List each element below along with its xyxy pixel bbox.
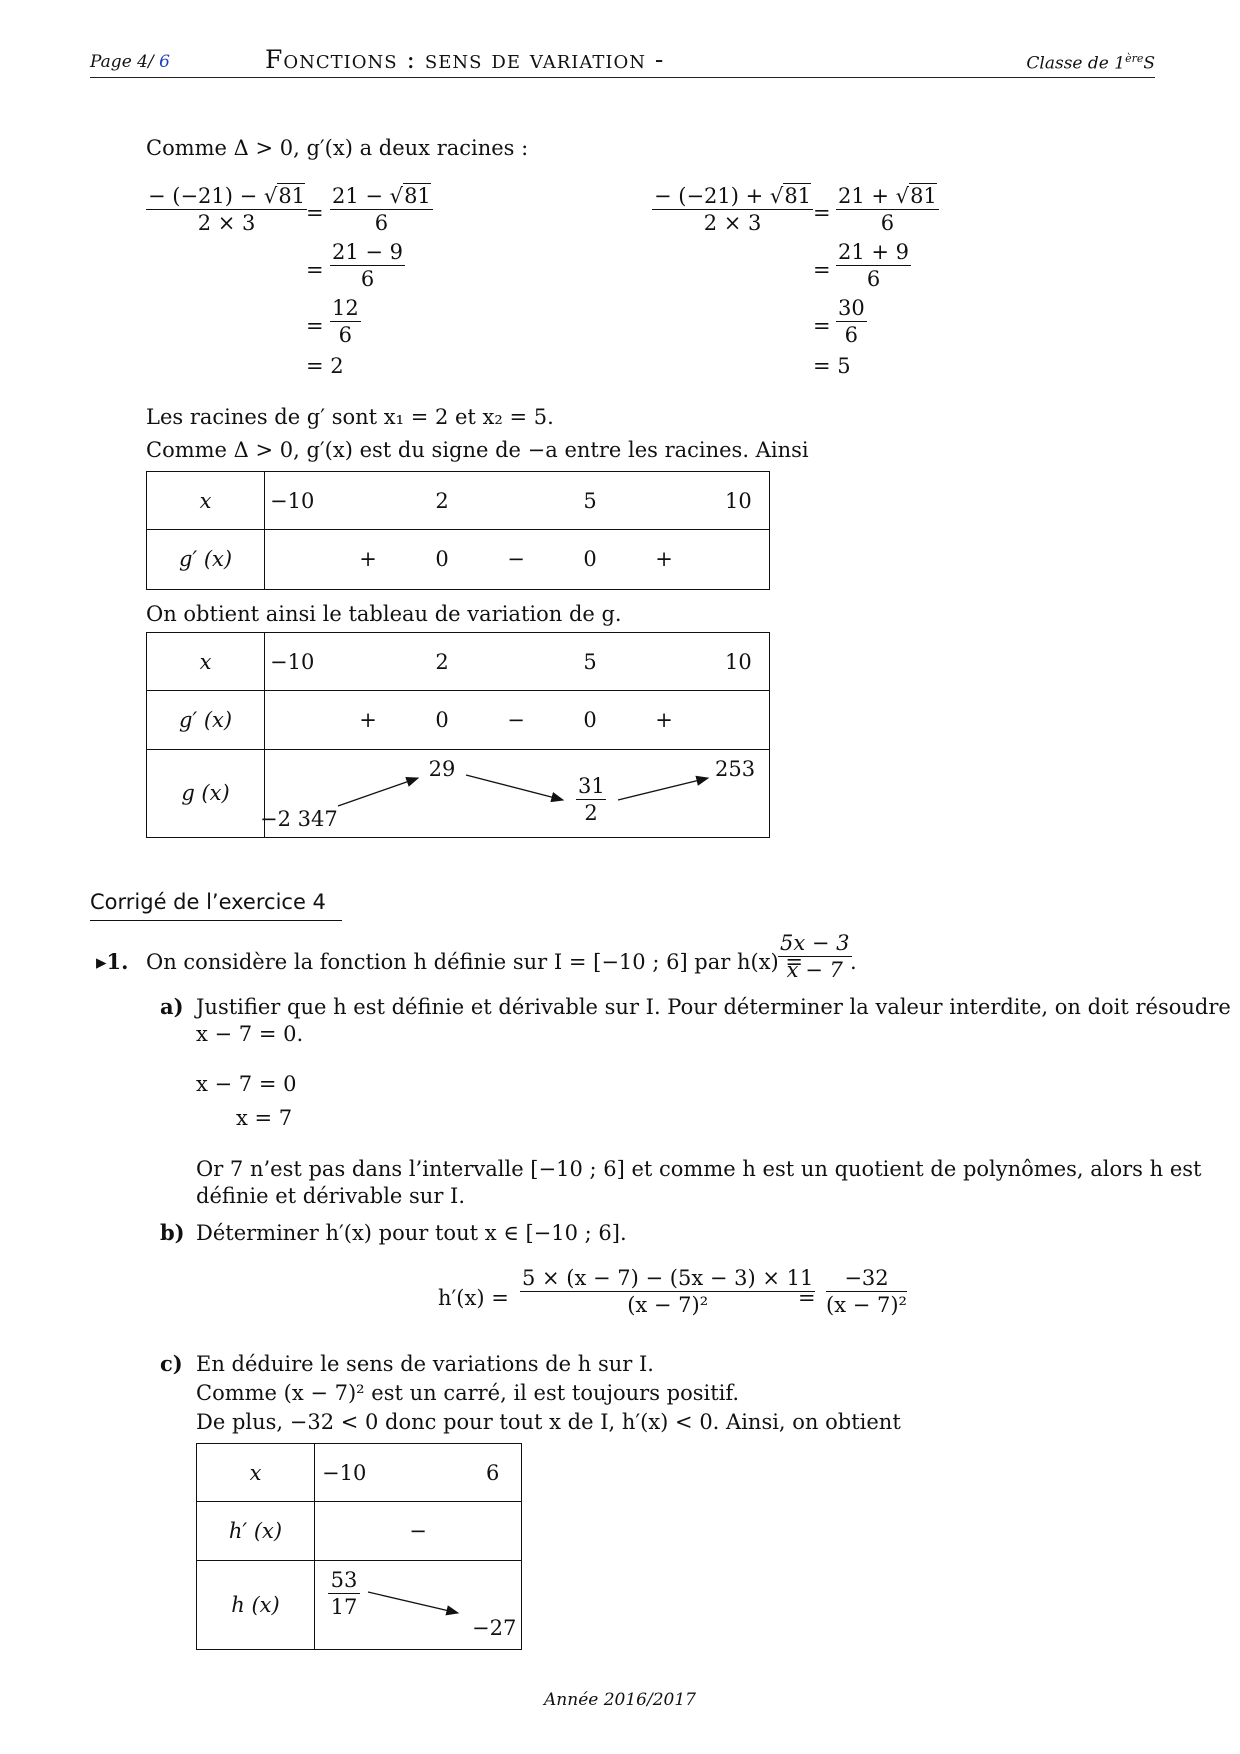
root2-step3: 30 6 bbox=[838, 296, 865, 347]
arrow-down bbox=[368, 1592, 458, 1613]
section-title: Corrigé de l’exercice 4 bbox=[90, 890, 326, 914]
root1-step2: 21 − 9 6 bbox=[332, 240, 404, 291]
exercise-statement: On considère la fonction h définie sur I = [−10 ; 6] par h(x) = bbox=[146, 950, 804, 974]
equals-sign: = bbox=[813, 258, 831, 282]
x-header: x bbox=[199, 650, 212, 674]
sign-cell: 0 bbox=[435, 547, 449, 571]
sign-rule-text: Comme Δ > 0, g′(x) est du signe de −a entre les racines. Ainsi bbox=[146, 438, 809, 462]
part-c-text: Comme (x − 7)² est un carré, il est toujours positif. bbox=[196, 1381, 740, 1405]
x-value: 10 bbox=[725, 650, 752, 674]
x-value: 5 bbox=[583, 489, 597, 513]
roots-intro: Comme Δ > 0, g′(x) a deux racines : bbox=[146, 136, 529, 160]
part-a-equation: x = 7 bbox=[236, 1106, 293, 1130]
root2-result: = 5 bbox=[813, 354, 851, 378]
equals-sign: = bbox=[798, 1286, 816, 1310]
x-value: −10 bbox=[322, 1461, 367, 1485]
part-a-text: Justifier que h est définie et dérivable sur I. Pour déterminer la valeur interdite, on doit résoudre bbox=[196, 995, 1231, 1019]
x-value: −10 bbox=[270, 650, 315, 674]
var-table-intro: On obtient ainsi le tableau de variation de g. bbox=[146, 602, 622, 626]
root2-fraction: − (−21) + √81 2 × 3 bbox=[654, 184, 812, 235]
page-number: Page 4/ 6 bbox=[90, 52, 170, 72]
x-value: 5 bbox=[583, 650, 597, 674]
g-header: g (x) bbox=[181, 781, 230, 805]
part-a-conclusion: définie et dérivable sur I. bbox=[196, 1184, 466, 1208]
footer-year: Année 2016/2017 bbox=[544, 1690, 696, 1710]
sign-cell: − bbox=[507, 708, 525, 732]
equals-sign: = bbox=[306, 258, 324, 282]
h-header: h (x) bbox=[231, 1593, 280, 1617]
g-value-2: 29 bbox=[428, 757, 456, 781]
sign-cell: 0 bbox=[583, 547, 597, 571]
equals-sign: = bbox=[306, 314, 324, 338]
part-c-label: c) bbox=[160, 1351, 183, 1376]
gprime-header: g′ (x) bbox=[178, 708, 233, 732]
x-header: x bbox=[199, 489, 212, 513]
h-start-value: 53 17 bbox=[328, 1567, 360, 1620]
part-b-label: b) bbox=[160, 1220, 185, 1245]
root1-step3: 12 6 bbox=[332, 296, 359, 347]
sign-cell: + bbox=[359, 547, 377, 571]
root1-result: = 2 bbox=[306, 354, 344, 378]
equals-sign: = bbox=[813, 201, 831, 225]
page-total-link[interactable]: 6 bbox=[159, 52, 170, 72]
x-value: 10 bbox=[725, 489, 752, 513]
h-definition-fraction: 5x − 3 x − 7 bbox=[780, 931, 850, 982]
root1-fraction: − (−21) − √81 2 × 3 bbox=[148, 184, 306, 235]
derivative-fraction: 5 × (x − 7) − (5x − 3) × 11 (x − 7)² bbox=[522, 1266, 814, 1317]
part-a-equation: x − 7 = 0 bbox=[196, 1072, 297, 1096]
derivative-lhs: h′(x) = bbox=[438, 1286, 509, 1310]
sign-cell: 0 bbox=[583, 708, 597, 732]
gprime-header: g′ (x) bbox=[178, 547, 233, 571]
x-value: −10 bbox=[270, 489, 315, 513]
part-b-text: Déterminer h′(x) pour tout x ∈ [−10 ; 6]. bbox=[196, 1221, 627, 1245]
h-end-value: −27 bbox=[472, 1616, 517, 1640]
equals-sign: = bbox=[306, 201, 324, 225]
part-c-text: De plus, −32 < 0 donc pour tout x de I, h′(x) < 0. Ainsi, on obtient bbox=[196, 1410, 901, 1434]
sign-cell: + bbox=[359, 708, 377, 732]
sign-cell: 0 bbox=[435, 708, 449, 732]
part-a-label: a) bbox=[160, 994, 184, 1019]
g-value-minus10: −2 347 bbox=[260, 807, 338, 831]
g-value-10: 253 bbox=[715, 757, 756, 781]
x-value: 2 bbox=[435, 650, 449, 674]
sign-cell: − bbox=[409, 1519, 427, 1543]
x-header: x bbox=[249, 1461, 262, 1485]
hprime-header: h′ (x) bbox=[228, 1519, 283, 1543]
x-value: 2 bbox=[435, 489, 449, 513]
sign-cell: + bbox=[655, 547, 673, 571]
part-c-text: En déduire le sens de variations de h sur I. bbox=[196, 1352, 654, 1376]
root1-simplified: 21 − √81 6 bbox=[332, 184, 431, 235]
g-value-5: 31 2 bbox=[578, 774, 605, 825]
part-a-conclusion: Or 7 n’est pas dans l’intervalle [−10 ; 6] et comme h est un quotient de polynômes, alors h est bbox=[196, 1157, 1202, 1181]
sign-cell: + bbox=[655, 708, 673, 732]
x-value: 6 bbox=[486, 1461, 500, 1485]
roots-conclusion: Les racines de g′ sont x₁ = 2 et x₂ = 5. bbox=[146, 405, 554, 429]
part-a-text: x − 7 = 0. bbox=[196, 1022, 304, 1046]
class-label: Classe de 1èreS bbox=[1026, 52, 1155, 74]
page-title: Fonctions : sens de variation - bbox=[265, 45, 665, 74]
derivative-simplified: −32 (x − 7)² bbox=[826, 1266, 907, 1317]
root2-step2: 21 + 9 6 bbox=[838, 240, 910, 291]
exercise-marker: ▸1. bbox=[96, 949, 129, 974]
sign-cell: − bbox=[507, 547, 525, 571]
equals-sign: = bbox=[813, 314, 831, 338]
root2-simplified: 21 + √81 6 bbox=[838, 184, 937, 235]
